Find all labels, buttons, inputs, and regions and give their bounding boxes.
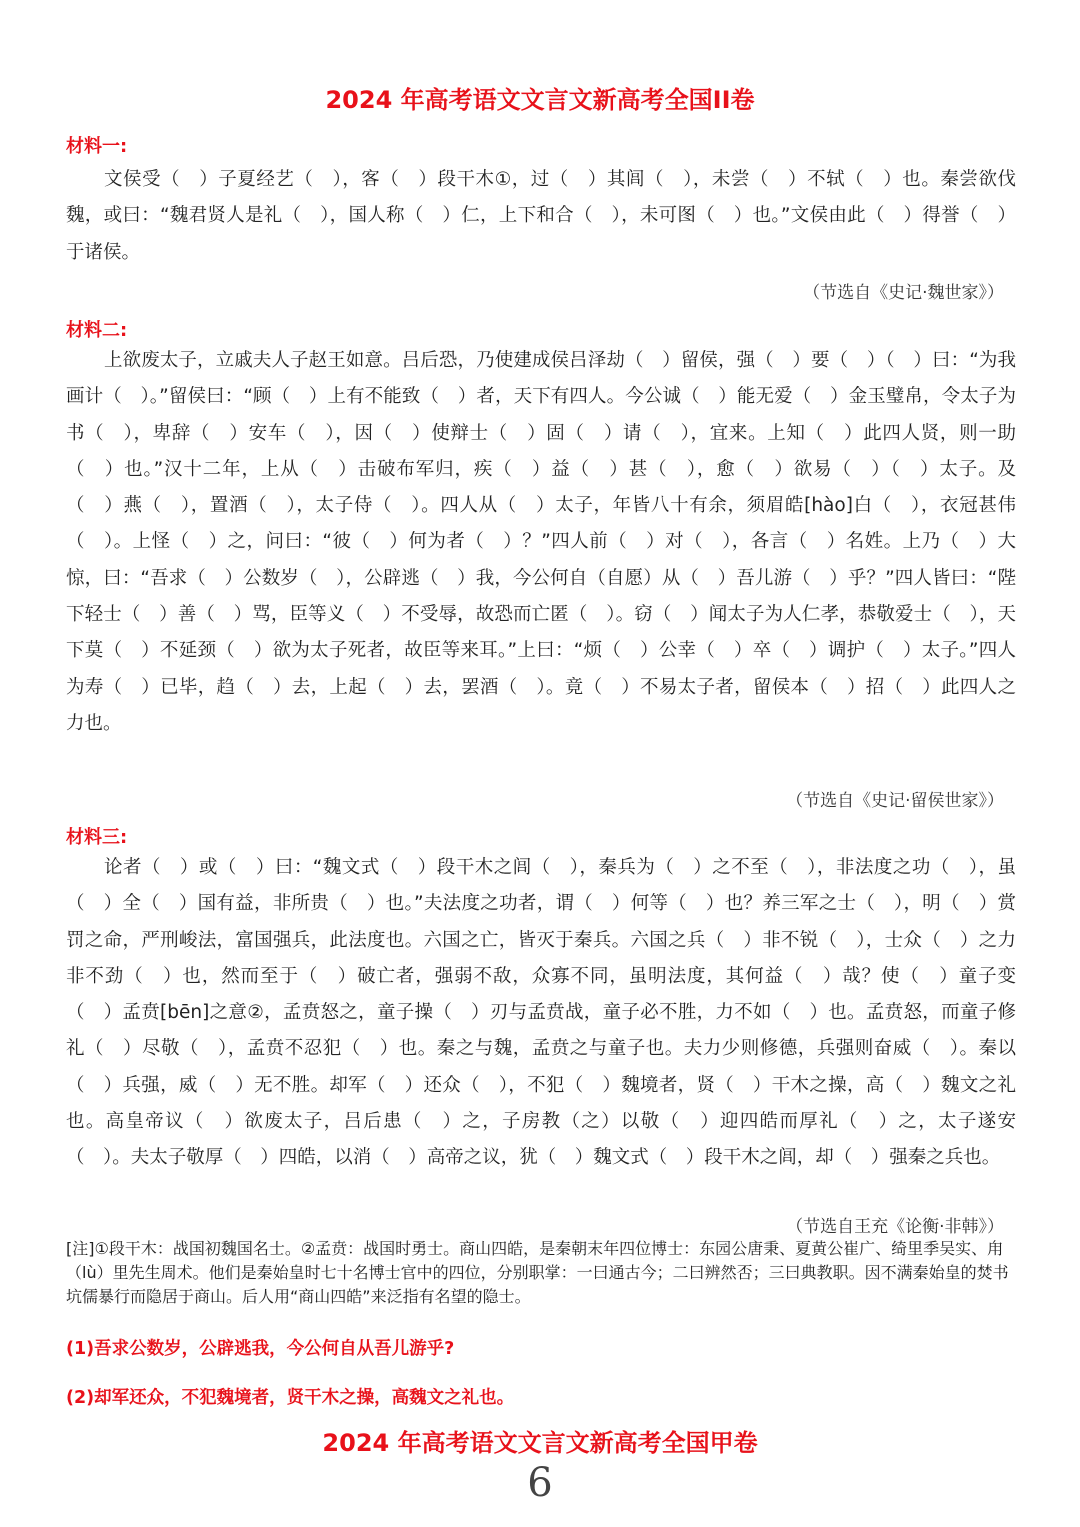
- material2-passage: 上欲废太子，立戚夫人子赵王如意。吕后恐，乃使建成侯吕泽劫（ ）留侯，强（ ）要（ ）（ ）曰：“为我画计（ ）。”留侯曰：“顾（ ）上有不能致（ ）者，天下有四人。今公诚（ ）能无爱（ ）金玉璧帛，令太子为书（ ），卑辞（ ）安车（ ），因（ ）使辩士（ ）固（ ）请（ ），宜来。上知（ ）此四人贤，则一助（ ）也。”汉十二年，上从（ ）击破布军归，疾（ ）益（ ）甚（ ），愈（ ）欲易（ ）（ ）太子。及（ ）燕（ ），置酒（ ），太子侍（ ）。四人从（ ）太子，年皆八十有余，须眉皓[hào]白（ ），衣冠甚伟（ ）。上怪（ ）之，问曰：“彼（ ）何为者（ ）？”四人前（ ）对（ ），各言（ ）名姓。上乃（ ）大惊，曰：“吾求（ ）公数岁（ ），公辟逃（ ）我，今公何自（自愿）从（ ）吾儿游（ ）乎？”四人皆曰：“陛下轻士（ ）善（ ）骂，臣等义（ ）不受辱，故恐而亡匿（ ）。窃（ ）闻太子为人仁孝，恭敬爱士（ ），天下莫（ ）不延颈（ ）欲为太子死者，故臣等来耳。”上曰：“烦（ ）公幸（ ）卒（ ）调护（ ）太子。”四人为寿（ ）已毕，趋（ ）去，上起（ ）去，罢酒（ ）。竟（ ）不易太子者，留侯本（ ）招（ ）此四人之力也。: [66, 350, 1016, 734]
- material3-passage: 论者（ ）或（ ）曰：“魏文式（ ）段干木之闾（ ），秦兵为（ ）之不至（ ），非法度之功（ ），虽（ ）全（ ）国有益，非所贵（ ）也。”夫法度之功者，谓（ ）何等（ ）也？养三军之士（ ），明（ ）赏罚之命，严刑峻法，富国强兵，此法度也。六国之亡，皆灭于秦兵。六国之兵（ ）非不锐（ ），士众（ ）之力非不劲（ ）也，然而至于（ ）破亡者，强弱不敌，众寡不同，虽明法度，其何益（ ）哉？使（ ）童子变（ ）孟贲[bēn]之意②，孟贲怒之，童子操（ ）刃与孟贲战，童子必不胜，力不如（ ）也。孟贲怒，而童子修礼（ ）尽敬（ ），孟贲不忍犯（ ）也。秦之与魏，孟贲之与童子也。夫力少则修德，兵强则奋威（ ）。秦以（ ）兵强，威（ ）无不胜。却军（ ）还众（ ），不犯（ ）魏境者，贤（ ）干木之操，高（ ）魏文之礼也。高皇帝议（ ）欲废太子，吕后患（ ）之，子房教（之）以敬（ ）迎四皓而厚礼（ ）之，太子遂安（ ）。夫太子敬厚（ ）四皓，以消（ ）高帝之议，犹（ ）魏文式（ ）段干木之闾，却（ ）强秦之兵也。: [66, 857, 1016, 1169]
- material3-label: 材料三:: [66, 827, 128, 848]
- translation-question-2: (2)却军还众，不犯魏境者，贤干木之操，高魏文之礼也。: [66, 1388, 515, 1408]
- annotation-notes: [注]①段干木：战国初魏国名士。②孟贲：战国时勇士。商山四皓，是秦朝末年四位博士：东园公唐秉、夏黄公崔广、绮里季吴实、甪（lù）里先生周术。他们是秦始皇时七十名博士官中的四位，分别职掌：一曰通古今；二曰辨然否；三曰典教职。因不满秦始皇的焚书坑儒暴行而隐居于商山。后人用“商山四皓”来泛指有名望的隐士。: [66, 1239, 1009, 1306]
- material1-label: 材料一:: [66, 136, 128, 157]
- page-title: 2024 年高考语文文言文新高考全国II卷: [325, 86, 755, 114]
- translation-question-1: (1)吾求公数岁，公辟逃我，今公何自从吾儿游乎?: [66, 1339, 455, 1359]
- page-number: 6: [527, 1460, 553, 1506]
- material2-source: （节选自《史记·留侯世家》）: [786, 791, 1004, 811]
- material1-passage: 文侯受（ ）子夏经艺（ ），客（ ）段干木①，过（ ）其闾（ ），未尝（ ）不轼（ ）也。秦尝欲伐魏，或曰：“魏君贤人是礼（ ），国人称（ ）仁，上下和合（ ），未可图（ ）也。”文侯由此（ ）得誉（ ）于诸侯。: [66, 169, 1016, 263]
- next-section-title: 2024 年高考语文文言文新高考全国甲卷: [322, 1429, 758, 1457]
- material2-label: 材料二:: [66, 320, 128, 341]
- material3-source: （节选自王充《论衡·非韩》）: [786, 1217, 1004, 1237]
- material1-source: （节选自《史记·魏世家》）: [803, 283, 1004, 303]
